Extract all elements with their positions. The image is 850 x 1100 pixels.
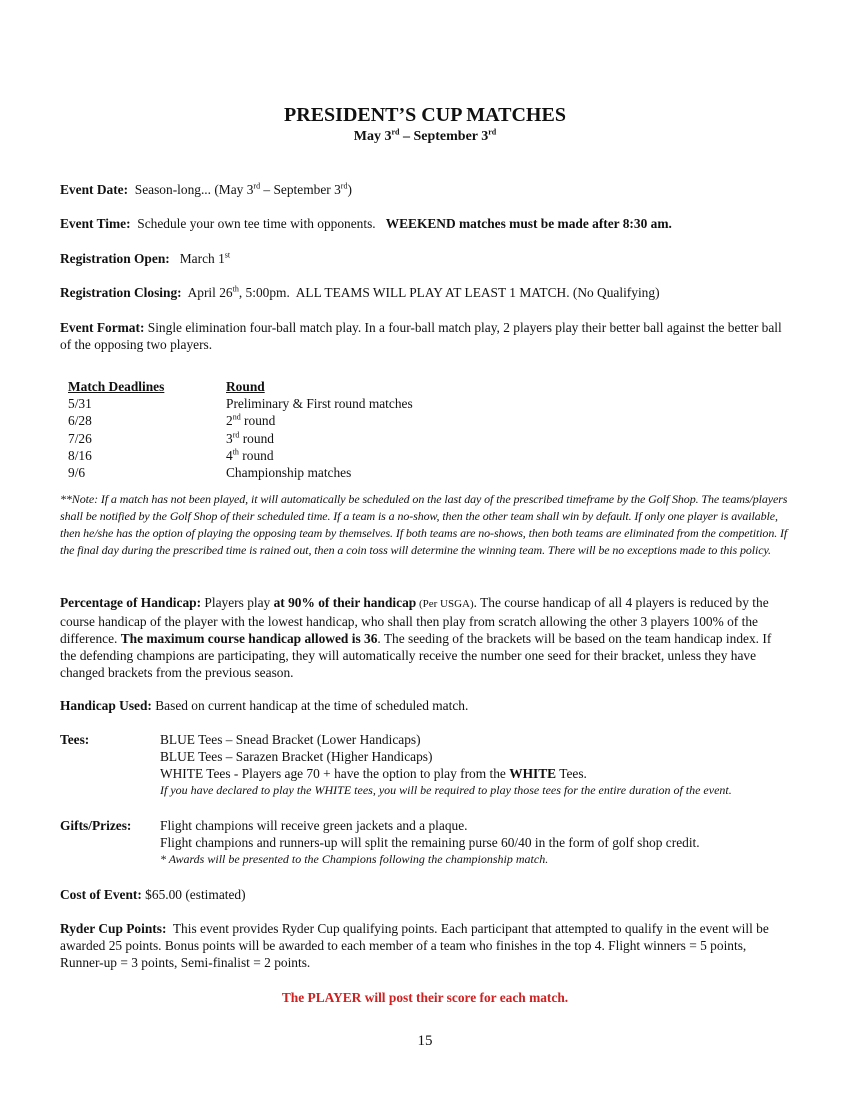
round-name (226, 412, 526, 429)
field-sup: st (224, 250, 231, 260)
ryder-cup-points (60, 920, 790, 971)
subtitle-end: – September 3 (399, 129, 489, 144)
deadline-date: 9/6 (68, 464, 86, 480)
round-sup: nd (232, 412, 241, 422)
round-sup: rd (232, 430, 240, 440)
field-text: Players play (201, 595, 274, 610)
field-text: . The seeding of the brackets will be based on the team handicap index. If the defending champions are participating, they will automatically receive the number one seed for their bracket, unless they have changed brackets from the previous season. (60, 631, 772, 680)
field-text: March 1 (169, 251, 225, 266)
subtitle-start: May 3 (353, 129, 392, 144)
field-sup: rd (253, 181, 261, 191)
cost-of-event (60, 886, 790, 903)
post-score-notice: The PLAYER will post their score for each match. (281, 990, 569, 1005)
deadline-date: 5/31 (68, 396, 92, 412)
field-text: Schedule your own tee time with opponents. (130, 216, 386, 231)
deadline-date: 8/16 (68, 447, 92, 463)
round-text: Championship matches (226, 464, 352, 480)
field-text: Based on current handicap at the time of scheduled match. (151, 698, 469, 713)
round-name (226, 430, 526, 447)
field-label: Registration Closing: (60, 285, 182, 300)
field-text: April 26 (181, 285, 233, 300)
tee-line: BLUE Tees – Sarazen Bracket (Higher Handicaps) (160, 749, 433, 764)
round-name (226, 395, 526, 412)
field-bold-text: at 90% of their handicap (273, 595, 417, 610)
gifts-section (60, 817, 790, 871)
table-row (68, 395, 526, 412)
event-format (60, 319, 790, 353)
deadline-date: 6/28 (68, 413, 92, 429)
handicap-used (60, 697, 790, 714)
round-sup: th (232, 447, 239, 457)
table-row (68, 430, 526, 447)
tees-values (160, 731, 800, 799)
gifts-values (160, 817, 800, 868)
page-title: PRESIDENT’S CUP MATCHES (284, 104, 566, 126)
column-header-deadlines: Match Deadlines (68, 379, 165, 394)
round-text: 2 (226, 413, 233, 429)
table-row (68, 447, 526, 464)
field-bold-text: WEEKEND matches must be made after 8:30 am. (385, 216, 672, 231)
field-label: Event Format: (60, 320, 145, 335)
field-label: Event Date: (60, 182, 129, 197)
tee-note: If you have declared to play the WHITE tees, you will be required to play those tees for the entire duration of the event. (160, 783, 732, 797)
gift-line: Flight champions will receive green jackets and a plaque. (160, 818, 468, 833)
table-row (68, 464, 526, 481)
tee-text: Tees. (556, 766, 587, 781)
round-text: Preliminary & First round matches (226, 396, 413, 412)
tee-line: BLUE Tees – Snead Bracket (Lower Handicaps) (160, 732, 421, 747)
field-text: – September 3 (260, 182, 341, 197)
tee-line (160, 765, 800, 782)
policy-note: **Note: If a match has not been played, it will automatically be scheduled on the last day of the prescribed timeframe by the Golf Shop. The teams/players shall be notified by the Golf Shop of their scheduled time. If a team is a no-show, then the other team shall win by default. If only one player is available, then he/she has the option of playing the opposing team by themselves. If both teams are no-shows, then both teams are eliminated from the competition. If the final day during the prescribed time is rained out, then a coin toss will determine the winning team. There will be no exceptions made to this policy. (60, 492, 788, 557)
gift-line: Flight champions and runners-up will split the remaining purse 60/40 in the form of golf shop credit. (160, 835, 700, 850)
subtitle-sup: rd (488, 127, 497, 137)
field-label: Cost of Event: (60, 887, 142, 902)
field-text: . The course handicap of all 4 players is reduced by the course handicap of the player with the lowest handicap, who shall then play from scratch allowing the other 3 players 100% of the difference. (60, 595, 769, 646)
field-text: $65.00 (estimated) (141, 887, 246, 902)
deadlines-header (68, 378, 526, 395)
field-text: Single elimination four-ball match play. In a four-ball match play, 2 players play their better ball against the better ball of the opposing two players. (60, 320, 782, 352)
deadline-date: 7/26 (68, 430, 92, 446)
deadlines-table (68, 378, 526, 481)
field-label: Handicap Used: (60, 698, 152, 713)
column-header-round: Round (226, 379, 265, 394)
field-sup: th (232, 284, 239, 294)
field-label: Gifts/Prizes: (60, 818, 132, 833)
field-small-text: (Per USGA) (416, 598, 474, 610)
field-label: Percentage of Handicap: (60, 595, 202, 610)
field-text: Season-long... (May 3 (128, 182, 254, 197)
event-time (60, 215, 790, 232)
registration-closing (60, 284, 790, 301)
subtitle-sup: rd (391, 127, 400, 137)
event-date (60, 181, 790, 198)
field-label: Event Time: (60, 216, 131, 231)
round-text: round (238, 447, 274, 463)
page-number: 15 (417, 1033, 433, 1049)
round-name (226, 447, 526, 464)
gift-note: * Awards will be presented to the Champions following the championship match. (160, 852, 549, 866)
tee-bold-text: WHITE (509, 766, 557, 781)
field-text: ) (347, 182, 352, 197)
field-label: Registration Open: (60, 251, 170, 266)
field-sup: rd (340, 181, 348, 191)
field-label: Tees: (60, 732, 90, 747)
round-text: round (240, 413, 276, 429)
field-text: This event provides Ryder Cup qualifying points. Each participant that attempted to qualify in the event will be awarded 25 points. Bonus points will be awarded to each member of a team who finishes in the top 4. Flight winners = 5 points, Runner-up = 3 points, Semi-finalist = 2 points. (60, 921, 773, 970)
handicap-percentage (60, 594, 790, 681)
round-text: 4 (226, 447, 233, 463)
field-label: Ryder Cup Points: (60, 921, 167, 936)
round-text: round (239, 430, 274, 446)
tee-text: WHITE Tees - Players age 70 + have the option to play from the (160, 766, 510, 781)
page-subtitle (60, 128, 790, 146)
field-bold-text: The maximum course handicap allowed is 36 (120, 631, 378, 646)
registration-open (60, 250, 790, 267)
field-text: , 5:00pm. ALL TEAMS WILL PLAY AT LEAST 1 MATCH. (No Qualifying) (238, 285, 660, 300)
tees-section (60, 731, 790, 803)
round-text: 3 (226, 430, 233, 446)
round-name (226, 464, 526, 481)
table-row (68, 412, 526, 429)
